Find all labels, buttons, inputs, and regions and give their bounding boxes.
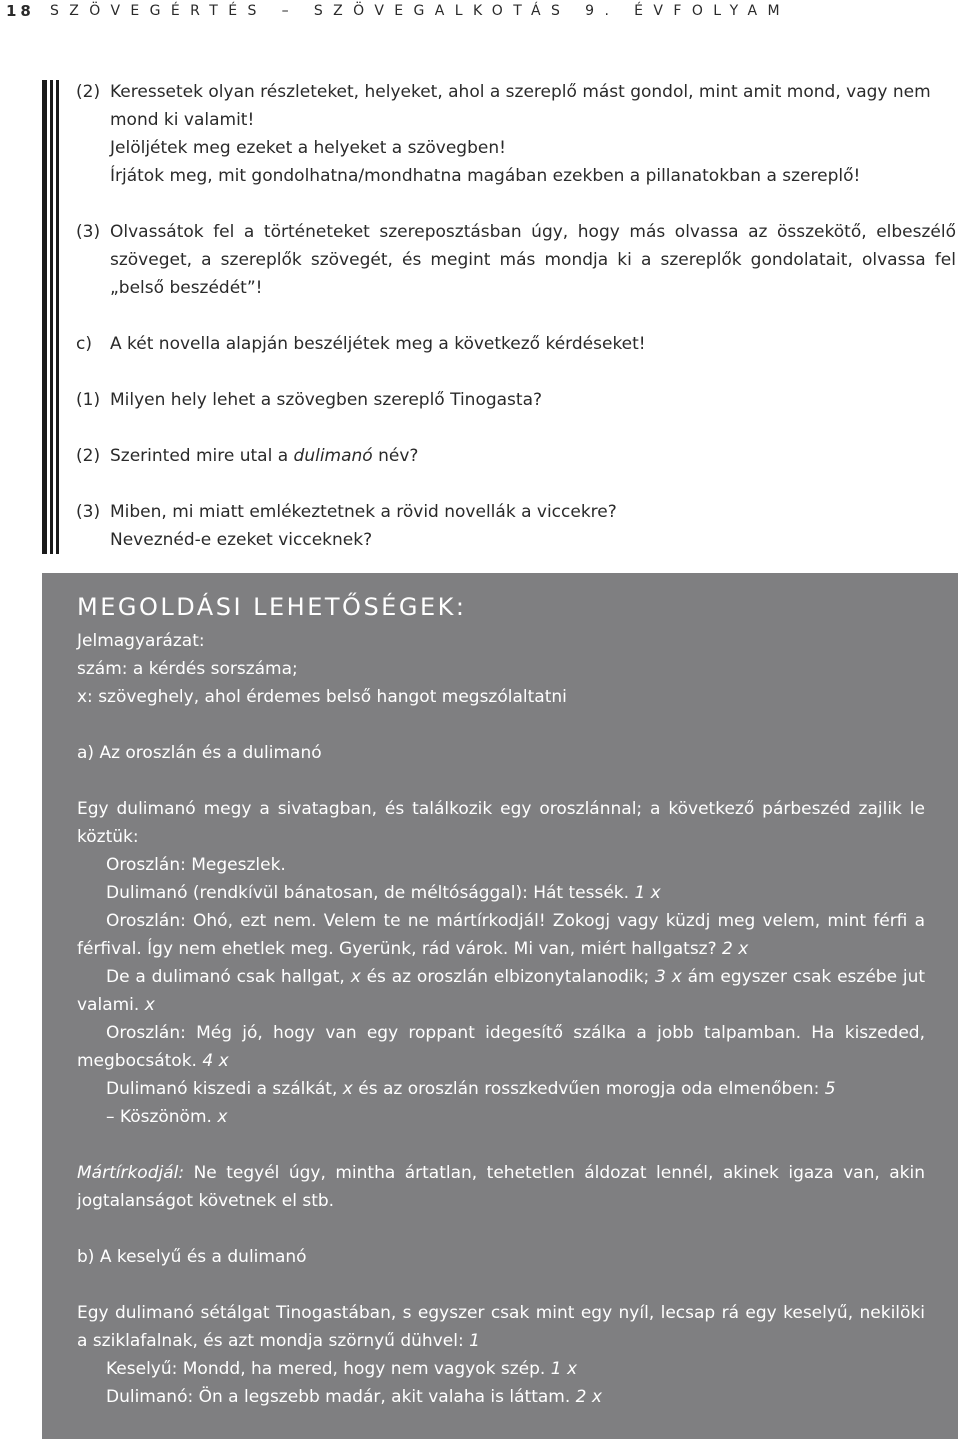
exercise-item-c: [76, 330, 956, 358]
item-text: Keressetek olyan részleteket, helyeket, ahol a szereplő mást gondol, mint amit mond, vagy nem mond ki valamit!: [110, 82, 931, 130]
mark: 1 x: [550, 1359, 578, 1379]
dialogue-line: [77, 879, 925, 907]
text-part: ám egyszer csak eszébe jut valami.: [77, 967, 926, 1015]
item-number: (2): [76, 82, 101, 102]
story-b-intro: [77, 1299, 925, 1355]
mark: 2 x: [575, 1387, 602, 1407]
exercise-block: [76, 78, 956, 554]
mark: 5: [824, 1079, 836, 1099]
exercise-item-2: [76, 78, 956, 190]
mark: 1: [469, 1331, 480, 1351]
mark: 2 x: [722, 939, 749, 959]
definition: [77, 1159, 925, 1215]
text-part: Egy dulimanó sétálgat Tinogastában, s egyszer csak mint egy nyíl, lecsap rá egy keselyű, nekilöki a sziklafalnak, és azt mondja szörnyű dühvel:: [77, 1303, 925, 1351]
item-text: [110, 442, 956, 470]
item-number: (1): [76, 390, 101, 410]
dialogue-line: [77, 907, 925, 963]
text-part: Dulimanó: Ön a legszebb madár, akit valaha is láttam.: [106, 1387, 571, 1407]
emphasis-word: dulimanó: [293, 446, 373, 466]
mark: x: [350, 967, 361, 987]
text-part: Keselyű: Mondd, ha mered, hogy nem vagyok szép.: [106, 1359, 546, 1379]
section-b-title: b) A keselyű és a dulimanó: [77, 1247, 307, 1267]
item-number: (3): [76, 222, 101, 242]
mark: 1 x: [634, 883, 661, 903]
solution-box: [42, 573, 958, 1439]
dialogue-line: [77, 1355, 925, 1383]
legend-line: szám: a kérdés sorszáma;: [77, 659, 298, 679]
mark: x: [217, 1107, 228, 1127]
text-part: Dulimanó (rendkívül bánatosan, de méltósággal): Hát tessék.: [106, 883, 630, 903]
item-number: (2): [76, 446, 101, 466]
text-part: Szerinted mire utal a: [110, 446, 294, 466]
text-part: és az oroszlán rosszkedvűen morogja oda elmenőben:: [358, 1079, 820, 1099]
item-text: Írjátok meg, mit gondolhatna/mondhatna magában ezekben a pillanatokban a szereplő!: [110, 166, 861, 186]
dialogue-line: [77, 1383, 925, 1411]
margin-bar: [56, 80, 59, 554]
story-a-intro: Egy dulimanó megy a sivatagban, és találkozik egy oroszlánnal; a következő párbeszéd zajlik le köztük:: [77, 799, 925, 847]
item-text: Miben, mi miatt emlékeztetnek a rövid novellák a viccekre?: [110, 502, 617, 522]
item-text: A két novella alapján beszéljétek meg a következő kérdéseket!: [110, 334, 646, 354]
mark: x: [144, 995, 155, 1015]
text-part: De a dulimanó csak hallgat,: [106, 967, 345, 987]
section-a-title: a) Az oroszlán és a dulimanó: [77, 743, 322, 763]
running-header: [0, 0, 960, 22]
dialogue-line: [77, 1103, 925, 1131]
page-number: 18: [6, 2, 35, 20]
text-part: Oroszlán: Még jó, hogy van egy roppant idegesítő szálka a jobb talpamban. Ha kiszeded, megbocsátok.: [77, 1023, 925, 1071]
mark: 4 x: [202, 1051, 229, 1071]
margin-bars-decoration: [42, 80, 62, 554]
question-2: [76, 442, 956, 470]
narration-line: [77, 1075, 925, 1103]
text-part: név?: [372, 446, 419, 466]
margin-bar: [50, 80, 53, 554]
margin-bar: [42, 80, 47, 554]
item-text: Neveznéd-e ezeket vicceknek?: [110, 530, 373, 550]
mark: x: [342, 1079, 353, 1099]
question-1: [76, 386, 956, 414]
legend-title: Jelmagyarázat:: [77, 631, 205, 651]
exercise-item-3: [76, 218, 956, 302]
solution-title: MEGOLDÁSI LEHETŐSÉGEK:: [77, 593, 467, 621]
running-title: SZÖVEGÉRTÉS – SZÖVEGALKOTÁS 9. ÉVFOLYAM: [50, 3, 790, 19]
text-part: és az oroszlán elbizonytalanodik;: [366, 967, 650, 987]
text-part: Dulimanó kiszedi a szálkát,: [106, 1079, 338, 1099]
dialogue-line: Oroszlán: Megeszlek.: [106, 855, 286, 875]
mark: 3 x: [655, 967, 682, 987]
item-text: Olvassátok fel a történeteket szereposztásban úgy, hogy más olvassa az összekötő, elbeszélő szöveget, a szereplők szövegét, és megint más mondja ki a szereplők gondolatait, olvassa fel „belső beszédét”!: [110, 222, 956, 298]
item-text: Jelöljétek meg ezeket a helyeket a szövegben!: [110, 138, 506, 158]
dialogue-line: [77, 1019, 925, 1075]
item-number: c): [76, 334, 92, 354]
item-text: Milyen hely lehet a szövegben szereplő Tinogasta?: [110, 390, 543, 410]
item-number: (3): [76, 502, 101, 522]
definition-term: Mártírkodjál:: [77, 1163, 185, 1183]
text-part: – Köszönöm.: [106, 1107, 212, 1127]
question-3: [76, 498, 956, 554]
text-part: Oroszlán: Ohó, ezt nem. Velem te ne mártírkodjál! Zokogj vagy küzdj meg velem, mint férfi a férfival. Így nem ehetlek meg. Gyerünk, rád várok. Mi van, miért hallgatsz?: [77, 911, 925, 959]
legend-line: x: szöveghely, ahol érdemes belső hangot megszólaltatni: [77, 687, 567, 707]
narration-line: [77, 963, 925, 1019]
definition-text: Ne tegyél úgy, mintha ártatlan, tehetetlen áldozat lennél, akinek igaza van, akin jogtalanságot követnek el stb.: [77, 1163, 926, 1211]
